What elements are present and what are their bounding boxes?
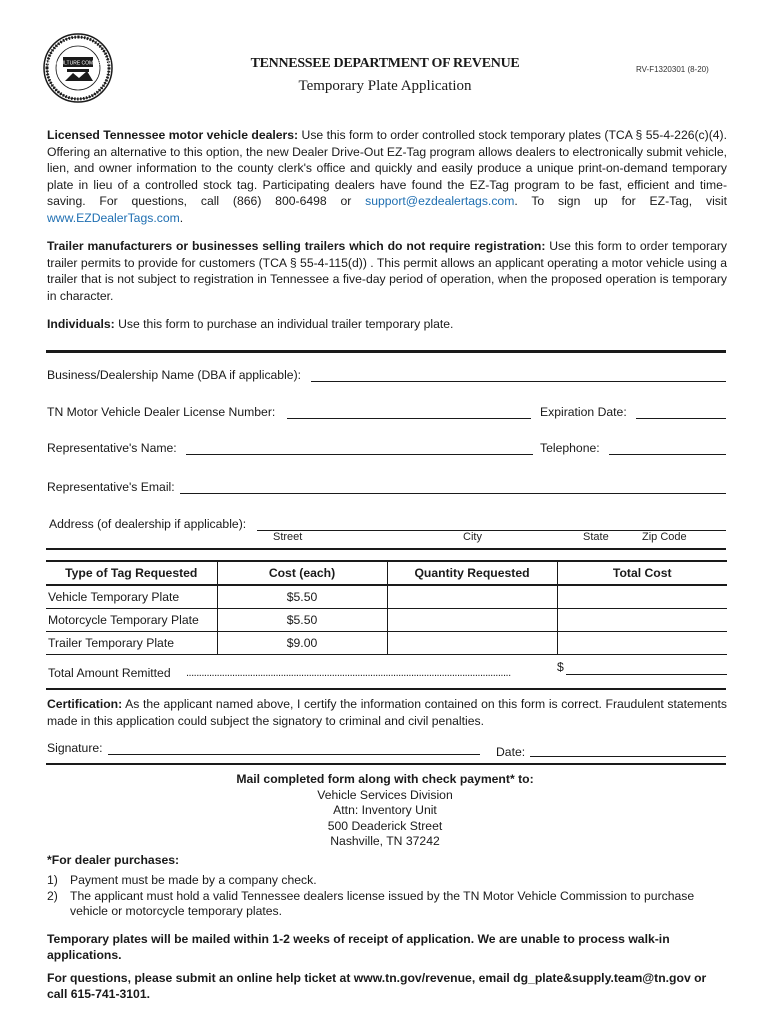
tag-type: Motorcycle Temporary Plate xyxy=(46,609,217,632)
dealers-paragraph: Licensed Tennessee motor vehicle dealers: Use this form to order controlled stock temporary plates (TCA § 55-4-226(c)(4). Offering an alternative to this option, the new Dealer Drive-Out EZ-Tag program allows dealers to electronically submit vehicle, lien, and owner information to the county clerk's office and quickly and easily produce a unique print-on-demand temporary plate in lieu of a controlled stock tag. Participating dealers have found the EZ-Tag program to be fast, efficient and time-saving. For questions, call (866) 800-6498 or support@ezdealertags.com. To sign up for EZ-Tag, visit www.EZDealerTags.com. xyxy=(47,128,727,225)
quantity-input[interactable] xyxy=(387,632,557,655)
trailer-heading: Trailer manufacturers or businesses selling trailers which do not require registration: xyxy=(47,239,546,253)
mailing-time-note: Temporary plates will be mailed within 1-2 weeks of receipt of application. We are unable to process walk-in applications. xyxy=(47,932,670,962)
column-header: Quantity Requested xyxy=(387,561,557,585)
zip-caption: Zip Code xyxy=(642,531,687,543)
rep-name-field[interactable] xyxy=(186,454,533,455)
divider xyxy=(46,350,726,353)
total-cost-input[interactable] xyxy=(557,632,727,655)
department-title: TENNESSEE DEPARTMENT OF REVENUE xyxy=(250,56,520,71)
license-number-label: TN Motor Vehicle Dealer License Number: xyxy=(47,405,276,419)
divider xyxy=(46,548,726,550)
total-amount-label: Total Amount Remitted xyxy=(48,666,171,680)
rep-email-field[interactable] xyxy=(180,493,726,494)
expiration-field[interactable] xyxy=(636,418,726,419)
street-caption: Street xyxy=(273,531,303,543)
certification-heading: Certification: xyxy=(47,697,123,711)
tag-type: Vehicle Temporary Plate xyxy=(46,585,217,609)
total-cost-input[interactable] xyxy=(557,609,727,632)
mailing-line: Vehicle Services Division xyxy=(317,787,453,802)
ezdealertags-link[interactable]: www.EZDealerTags.com xyxy=(47,210,180,225)
form-number: RV-F1320301 (8-20) xyxy=(636,65,709,74)
tag-type: Trailer Temporary Plate xyxy=(46,632,217,655)
tag-order-table xyxy=(46,560,727,655)
expiration-label: Expiration Date: xyxy=(540,405,627,419)
trailer-paragraph: Trailer manufacturers or businesses selling trailers which do not require registration: Use this form to order temporary trailer permits to provide for customers (TCA § 55-4-115(d)) . This permit allows an applicant operating a motor vehicle using a trailer that is not subject to registration in Tennessee a five-day period of operation, when the proposed operation is temporary in character. xyxy=(47,239,727,303)
quantity-input[interactable] xyxy=(387,585,557,609)
rep-email-label: Representative's Email: xyxy=(47,480,175,494)
dealer-notes-heading: *For dealer purchases: xyxy=(47,853,180,867)
city-caption: City xyxy=(463,531,482,543)
signature-label: Signature: xyxy=(47,741,103,755)
divider xyxy=(46,688,726,690)
column-header: Cost (each) xyxy=(217,561,387,585)
telephone-label: Telephone: xyxy=(540,441,600,455)
tag-cost: $5.50 xyxy=(217,585,387,609)
rep-name-label: Representative's Name: xyxy=(47,441,177,455)
total-amount-field[interactable] xyxy=(566,674,727,675)
state-caption: State xyxy=(583,531,609,543)
list-item: 1) Payment must be made by a company check. xyxy=(47,873,317,887)
mailing-heading: Mail completed form along with check payment* to: xyxy=(236,772,534,786)
table-row xyxy=(46,609,727,632)
certification-paragraph: Certification: As the applicant named above, I certify the information contained on this form is correct. Fraudulent statements made in this application could subject the signatory to criminal and civil penalties. xyxy=(47,697,727,728)
business-name-field[interactable] xyxy=(311,381,726,382)
individuals-paragraph: Individuals: Use this form to purchase an individual trailer temporary plate. xyxy=(47,317,454,331)
mailing-line: Nashville, TN 37242 xyxy=(330,834,440,848)
signature-field[interactable] xyxy=(108,754,480,755)
table-row xyxy=(46,585,727,609)
quantity-input[interactable] xyxy=(387,609,557,632)
date-field[interactable] xyxy=(530,756,726,757)
business-name-label: Business/Dealership Name (DBA if applicable): xyxy=(47,368,302,382)
leader-dots: ............................................................................................................................... xyxy=(186,667,511,679)
dollar-sign: $ xyxy=(557,660,564,674)
column-header: Total Cost xyxy=(557,561,727,585)
support-email-link[interactable]: support@ezdealertags.com xyxy=(365,194,515,209)
date-label: Date: xyxy=(496,745,526,759)
tag-cost: $9.00 xyxy=(217,632,387,655)
telephone-field[interactable] xyxy=(609,454,726,455)
dealer-notes-list xyxy=(47,873,727,920)
form-title: Temporary Plate Application xyxy=(298,78,472,94)
divider xyxy=(46,763,726,765)
tag-cost: $5.50 xyxy=(217,609,387,632)
list-item: 2) The applicant must hold a valid Tennessee dealers license issued by the TN Motor Vehicle Commission to purchase vehicle or motorcycle temporary plates. xyxy=(47,888,695,918)
mailing-address xyxy=(0,772,770,850)
column-header: Type of Tag Requested xyxy=(46,561,217,585)
address-label: Address (of dealership if applicable): xyxy=(49,517,247,531)
table-row xyxy=(46,632,727,655)
individuals-heading: Individuals: xyxy=(47,317,115,331)
mailing-line: Attn: Inventory Unit xyxy=(333,803,437,817)
mailing-line: 500 Deaderick Street xyxy=(327,818,443,833)
table-header-row xyxy=(46,561,727,585)
dealers-heading: Licensed Tennessee motor vehicle dealers: xyxy=(47,128,299,142)
total-cost-input[interactable] xyxy=(557,585,727,609)
license-number-field[interactable] xyxy=(287,418,531,419)
questions-note: For questions, please submit an online help ticket at www.tn.gov/revenue, email dg_plate&supply.team@tn.gov or call 615-741-3101. xyxy=(47,971,707,1001)
svg-text:AGRICULTURE COMMERCE: AGRICULTURE COMMERCE xyxy=(44,60,112,67)
